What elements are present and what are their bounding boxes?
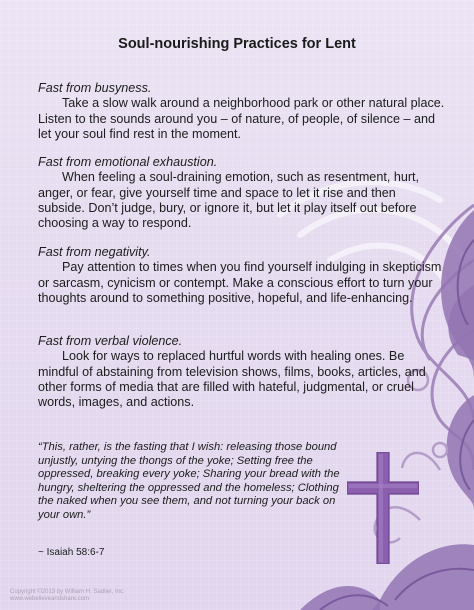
section-heading: Fast from negativity. (38, 245, 151, 259)
copyright-line: Copyright ©2013 by William H. Sadlier, Inc. (10, 589, 125, 595)
section-verbal-violence (38, 334, 446, 410)
page-title: Soul-nourishing Practices for Lent (118, 36, 356, 52)
scripture-quote: “This, rather, is the fasting that I wish: releasing those bound unjustly, untying the thongs of the yoke; Setting free the oppressed, breaking every yoke; Sharing your bread with the hungry, sheltering the oppressed and the homeless; Clothing the naked when you see them, and not turning your back on your own.” (38, 441, 340, 521)
section-heading: Fast from verbal violence. (38, 334, 183, 348)
section-busyness (38, 81, 446, 142)
section-heading: Fast from emotional exhaustion. (38, 155, 218, 169)
section-emotional-exhaustion (38, 155, 446, 231)
section-heading: Fast from busyness. (38, 81, 152, 95)
section-body: Take a slow walk around a neighborhood park or other natural place. Listen to the sounds around you – of nature, of people, of silence – and let your soul find rest in the moment. (38, 96, 445, 141)
website-line: www.webelieveandshare.com (10, 596, 90, 602)
section-body: When feeling a soul-draining emotion, such as resentment, hurt, anger, or fear, give yourself time and space to let it rise and then subside. Don’t judge, bury, or ignore it, but let it play itself out before choosing a way to respond. (38, 170, 420, 231)
copyright-notice (10, 589, 125, 603)
scripture-citation: ~ Isaiah 58:6-7 (38, 547, 105, 558)
section-negativity (38, 245, 446, 306)
section-body: Pay attention to times when you find yourself indulging in skepticism or sarcasm, cynicism or contempt. Make a conscious effort to turn your thoughts around to something positive, hopeful, and life-enhancing. (38, 260, 442, 305)
section-body: Look for ways to replaced hurtful words with healing ones. Be mindful of abstaining from television shows, films, books, articles, and other forms of media that are filled with hateful, judgmental, or cruel words, images, and actions. (38, 349, 426, 410)
